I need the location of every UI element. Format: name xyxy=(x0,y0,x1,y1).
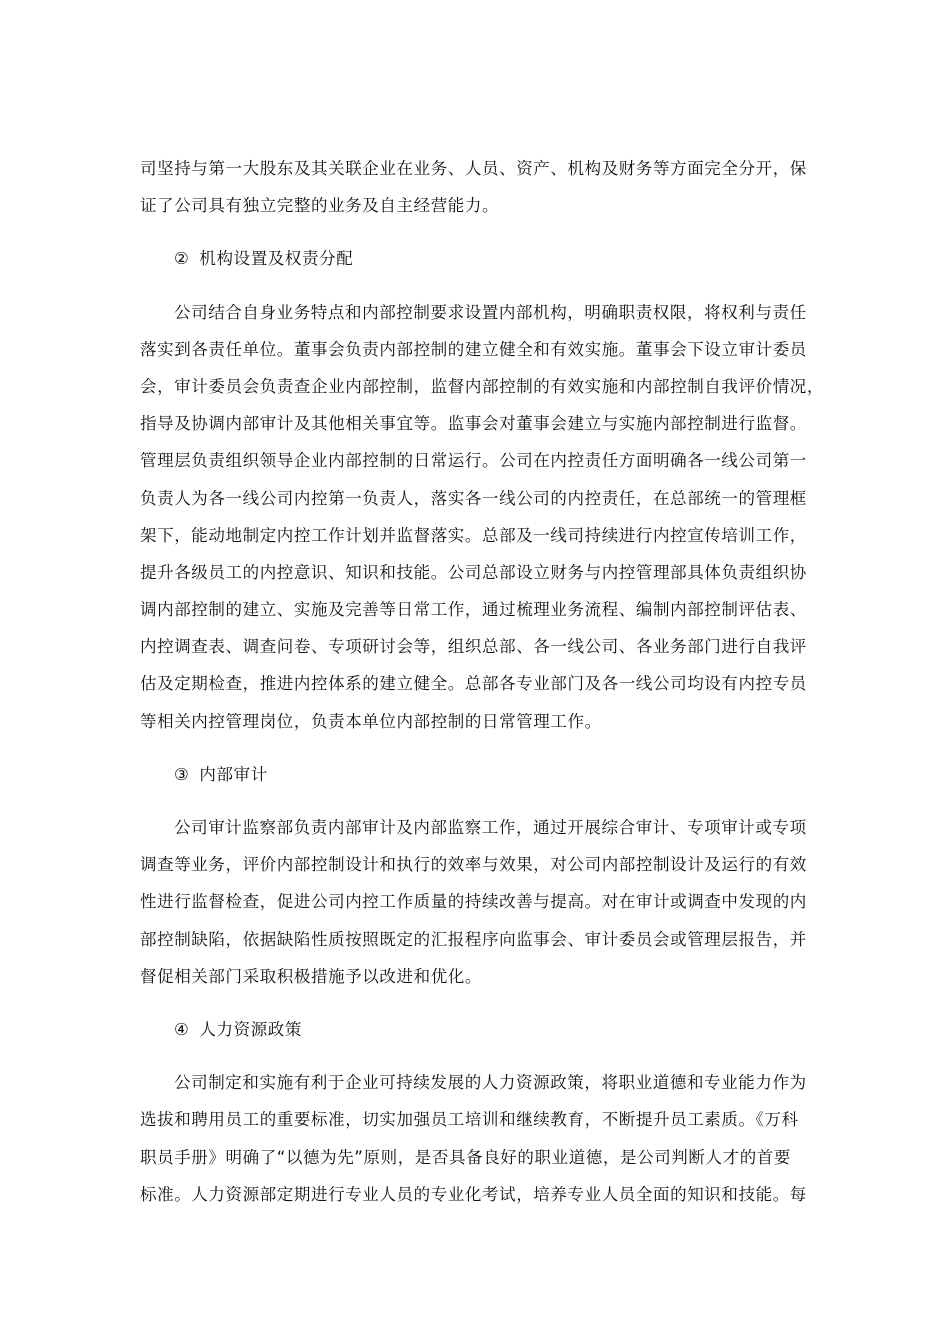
section-number: ② xyxy=(174,249,190,269)
text-line: 标准。人力资源部定期进行专业人员的专业化考试，培养专业人员全面的知识和技能。每 xyxy=(140,1184,807,1204)
section-number: ④ xyxy=(174,1019,190,1039)
section-title: 内部审计 xyxy=(199,764,268,784)
paragraph-internal-audit xyxy=(140,809,820,995)
section-heading-internal-audit xyxy=(140,756,820,793)
text-line: 证了公司具有独立完整的业务及自主经营能力。 xyxy=(140,196,500,216)
text-line: 职员手册》明确了“以德为先”原则，是否具备良好的职业道德，是公司判断人才的首要 xyxy=(140,1147,791,1167)
section-heading-hr-policy xyxy=(140,1011,820,1048)
text-line: 架下，能动地制定内控工作计划并监督落实。总部及一线司持续进行内控宣传培训工作， xyxy=(140,525,807,545)
paragraph-continuation xyxy=(140,150,820,224)
text-line: 调查等业务，评价内部控制设计和执行的效率与效果，对公司内部控制设计及运行的有效 xyxy=(140,855,807,875)
document-page xyxy=(140,150,824,1213)
text-line: 督促相关部门采取积极措施予以改进和优化。 xyxy=(140,966,482,986)
section-number: ③ xyxy=(174,764,190,784)
text-line: 公司结合自身业务特点和内部控制要求设置内部机构，明确职责权限，将权利与责任 xyxy=(174,302,807,322)
text-line: 估及定期检查，推进内控体系的建立健全。总部各专业部门及各一线公司均设有内控专员 xyxy=(140,674,807,694)
section-title: 人力资源政策 xyxy=(199,1019,303,1039)
paragraph-hr-policy xyxy=(140,1064,820,1213)
text-line: 指导及协调内部审计及其他相关事宜等。监事会对董事会建立与实施内部控制进行监督。 xyxy=(140,414,807,434)
text-line: 落实到各责任单位。董事会负责内部控制的建立健全和有效实施。董事会下设立审计委员 xyxy=(140,339,807,359)
section-title: 机构设置及权责分配 xyxy=(199,249,354,269)
text-line: 等相关内控管理岗位，负责本单位内部控制的日常管理工作。 xyxy=(140,711,602,731)
text-line: 司坚持与第一大股东及其关联企业在业务、人员、资产、机构及财务等方面完全分开，保 xyxy=(140,159,807,178)
section-heading-organization xyxy=(140,240,820,277)
text-line: 管理层负责组织领导企业内部控制的日常运行。公司在内控责任方面明确各一线公司第一 xyxy=(140,451,807,471)
text-line: 会，审计委员会负责查企业内部控制，监督内部控制的有效实施和内部控制自我评价情况， xyxy=(140,376,824,396)
text-line: 部控制缺陷，依据缺陷性质按照既定的汇报程序向监事会、审计委员会或管理层报告，并 xyxy=(140,929,807,949)
text-line: 内控调查表、调查问卷、专项研讨会等，组织总部、各一线公司、各业务部门进行自我评 xyxy=(140,637,807,657)
text-line: 提升各级员工的内控意识、知识和技能。公司总部设立财务与内控管理部具体负责组织协 xyxy=(140,562,807,582)
text-line: 性进行监督检查，促进公司内控工作质量的持续改善与提高。对在审计或调查中发现的内 xyxy=(140,892,807,912)
text-line: 公司审计监察部负责内部审计及内部监察工作，通过开展综合审计、专项审计或专项 xyxy=(174,818,807,837)
text-line: 选拔和聘用员工的重要标准，切实加强员工培训和继续教育，不断提升员工素质。《万科 xyxy=(140,1110,799,1130)
text-line: 调内部控制的建立、实施及完善等日常工作，通过梳理业务流程、编制内部控制评估表、 xyxy=(140,600,807,620)
text-line: 负责人为各一线公司内控第一负责人，落实各一线公司的内控责任，在总部统一的管理框 xyxy=(140,488,807,508)
text-line: 公司制定和实施有利于企业可持续发展的人力资源政策，将职业道德和专业能力作为 xyxy=(174,1073,807,1093)
paragraph-organization xyxy=(140,294,824,740)
